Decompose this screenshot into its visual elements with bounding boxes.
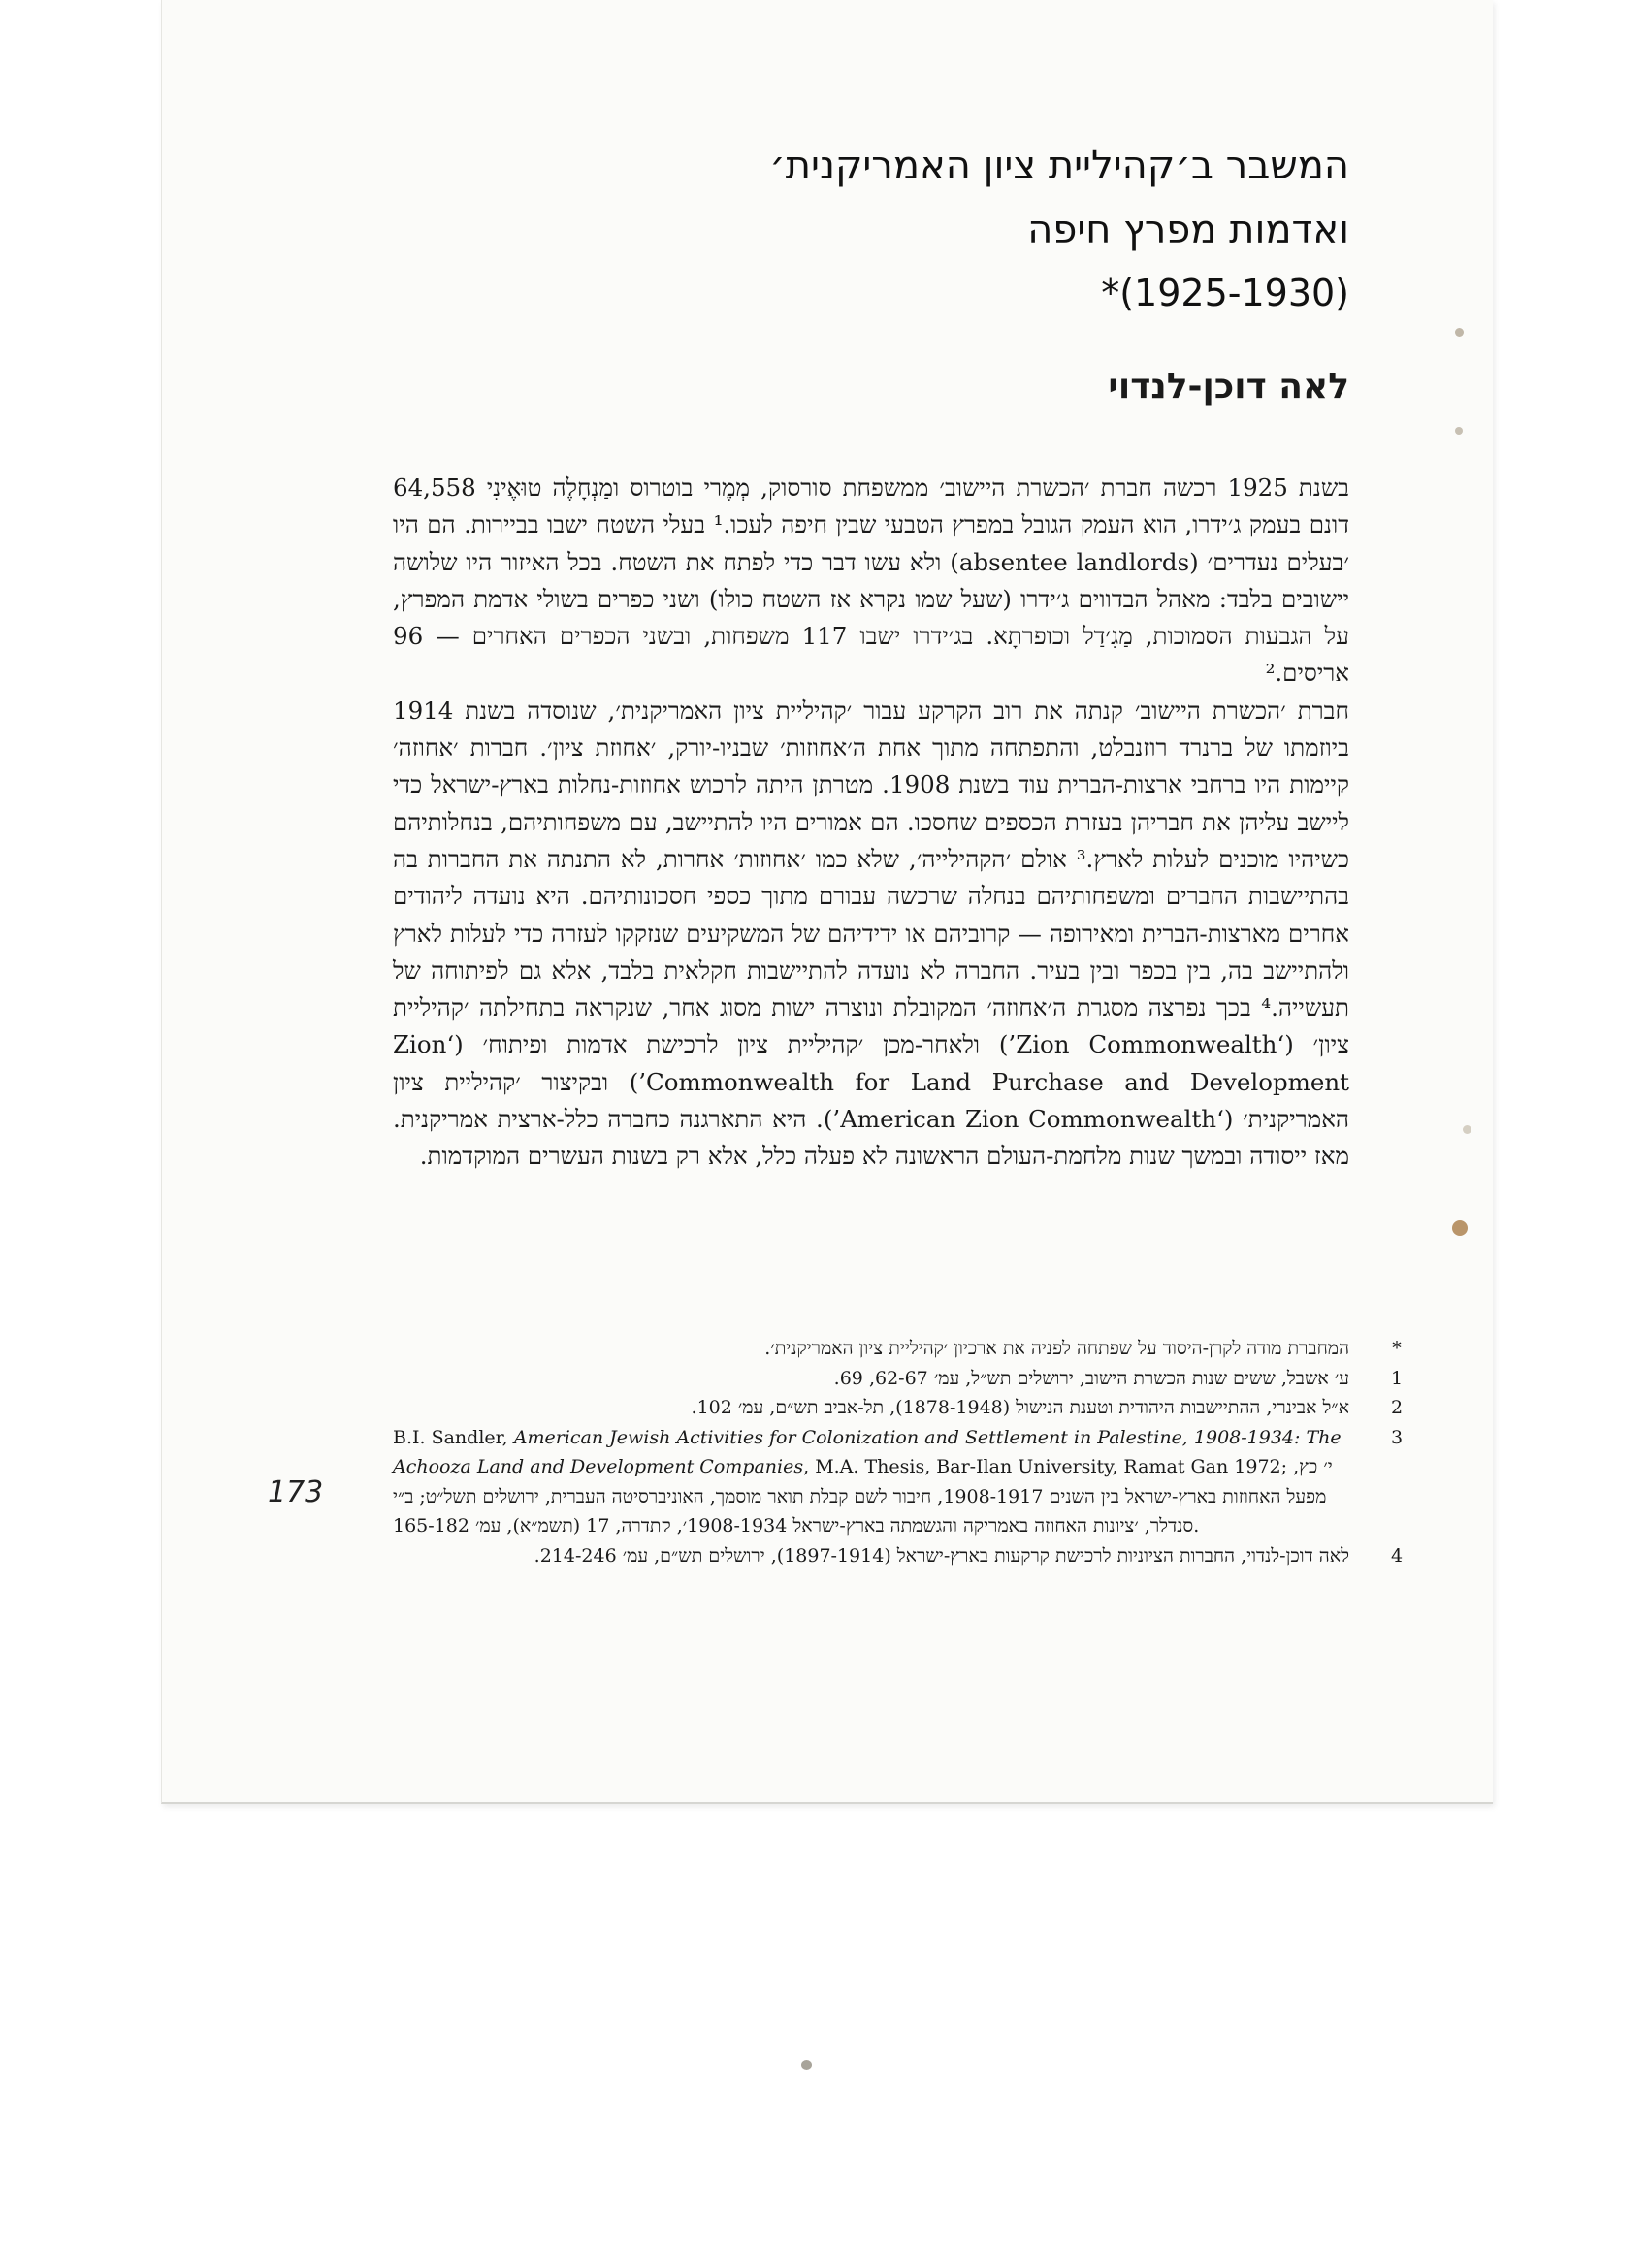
footnote-citation: B.I. Sandler, [393, 1426, 514, 1448]
footnote [393, 1541, 1404, 1571]
footnote-thesis-title: American Jewish Activities for Colonization and Settlement in Palestine, 1908-1934: The Achooza Land and Development Companies [393, 1426, 1342, 1477]
footnote-number: * [1392, 1338, 1402, 1359]
footnote-text [393, 1423, 1349, 1541]
article-title-line-2: ואדמות מפרץ חיפה [1027, 208, 1349, 252]
footnote-number: 4 [1390, 1544, 1404, 1567]
scan-speck [801, 2060, 812, 2070]
scan-speck [1455, 427, 1463, 435]
paragraph: בשנת 1925 רכשה חברת ׳הכשרת היישוב׳ ממשפחת סורסוק, מְמֶרי בוטרוס ומַנְחָלֶה טוּאֶינִי 64,558 דונם בעמק ג׳ידרו, הוא העמק הגובל במפרץ הטבעי שבין חיפה לעכו.¹ בעלי השטח ישבו בביירות. הם היו ׳בעלים נעדרים׳ (absentee landlords) ולא עשו דבר כדי לפתח את השטח. בכל האיזור היו שלושה יישובים בלבד: מאהל הבדווים ג׳ידרו (שעל שמו נקרא אז השטח כולו) ושני כפרים בשולי אדמת המפרץ, על הגבעות הסמוכות, מַגִ׳דַל וכופרתָא. בג׳ידרו ישבו 117 משפחות, ובשני הכפרים האחרים — 96 אריסים.² [393, 473, 1349, 688]
article-title-line-1: המשבר ב׳קהיליית ציון האמריקנית׳ [769, 144, 1349, 188]
footnote-number: 3 [1390, 1426, 1404, 1448]
author-name: לאה דוכן-לנדוי [1108, 367, 1349, 406]
footnotes [393, 1334, 1404, 1571]
scan-speck [1463, 1125, 1471, 1134]
footnote [393, 1393, 1404, 1423]
footnote-text: ע׳ אשבל, ששים שנות הכשרת הישוב, ירושלים תש״ל, עמ׳ 62-67, 69. [833, 1367, 1349, 1389]
footnote-citation-rest: , M.A. Thesis, Bar-Ilan University, Ramat Gan 1972; י׳ כץ, מפעל האחוזות בארץ-ישראל בין השנים 1908-1917, חיבור לשם קבלת תואר מוסמך, האוניברסיטה העברית, ירושלים תשל״ט; ב״י סנדלר, ׳ציונות האחוזה באמריקה והגשמתה בארץ-ישראל 1908-1934׳, קתדרה, 17 (תשמ״א), עמ׳ 165-182. [393, 1456, 1333, 1537]
footnote-text: א״ל אבינרי, ההתיישבות היהודית וטענת הנישול (1878-1948), תל-אביב תש״ם, עמ׳ 102. [691, 1397, 1349, 1418]
footnote [393, 1423, 1404, 1541]
page-number: 173 [268, 1475, 324, 1509]
footnote-number: 2 [1390, 1397, 1404, 1418]
scan-stain [1452, 1220, 1468, 1236]
footnote-number: 1 [1390, 1367, 1404, 1389]
article-body [393, 470, 1349, 1176]
scan-speck [1455, 328, 1464, 337]
article-title-years: *(1925-1930) [1101, 272, 1349, 314]
footnote [393, 1334, 1402, 1364]
paragraph: חברת ׳הכשרת היישוב׳ קנתה את רוב הקרקע עבור ׳קהיליית ציון האמריקנית׳, שנוסדה בשנת 1914 ביוזמתו של ברנרד רוזנבלט, והתפתחה מתוך אחת ה׳אחוזות׳ שבניו-יורק, ׳אחוזת ציון׳. חברות ׳אחוזה׳ קיימות היו ברחבי ארצות-הברית עוד בשנת 1908. מטרתן היתה לרכוש אחוזות-נחלות בארץ-ישראל כדי ליישב עליהן את חבריהן בעזרת הכספים שחסכו. הם אמורים היו להתיישב, עם משפחותיהם, בנחלותיהם כשיהיו מוכנים לעלות לארץ.³ אולם ׳הקהילייה׳, שלא כמו ׳אחוזות׳ אחרות, לא התנתה את החברות בה בהתיישבות החברים ומשפחותיהם בנחלה שרכשה עבורם מתוך כספי חסכונותיהם. היא נועדה ליהודים אחרים מארצות-הברית ומאירופה — קרוביהם או ידידיהם של המשקיעים שנזקקו לעזרה כדי לעלות לארץ ולהתיישב בה, בין בכפר ובין בעיר. החברה לא נועדה להתיישבות חקלאית בלבד, אלא גם לפיתוחה של תעשייה.⁴ בכך נפרצה מסגרת ה׳אחוזה׳ המקובלת ונוצרה ישות מסוג אחר, שנקראה בתחילתה ׳קהיליית ציון׳ (‘Zion Commonwealth’) ולאחר-מכן ׳קהיליית ציון לרכישת אדמות ופיתוח׳ (‘Zion Commonwealth for Land Purchase and Development’) ובקיצור ׳קהיליית ציון האמריקנית׳ (‘American Zion Commonwealth’). היא התארגנה כחברה כלל-ארצית אמריקנית. מאז ייסודה ובמשך שנות מלחמת-העולם הראשונה לא פעלה כלל, אלא רק בשנות העשרים המוקדמות. [393, 696, 1349, 1171]
footnote-text: המחברת מודה לקרן-היסוד על שפתחה לפניה את ארכיון ׳קהיליית ציון האמריקנית׳. [764, 1338, 1349, 1359]
footnote [393, 1364, 1404, 1394]
footnote-text: לאה דוכן-לנדוי, החברות הציוניות לרכישת קרקעות בארץ-ישראל (1897-1914), ירושלים תש״ם, עמ׳ 214-246. [534, 1544, 1349, 1567]
